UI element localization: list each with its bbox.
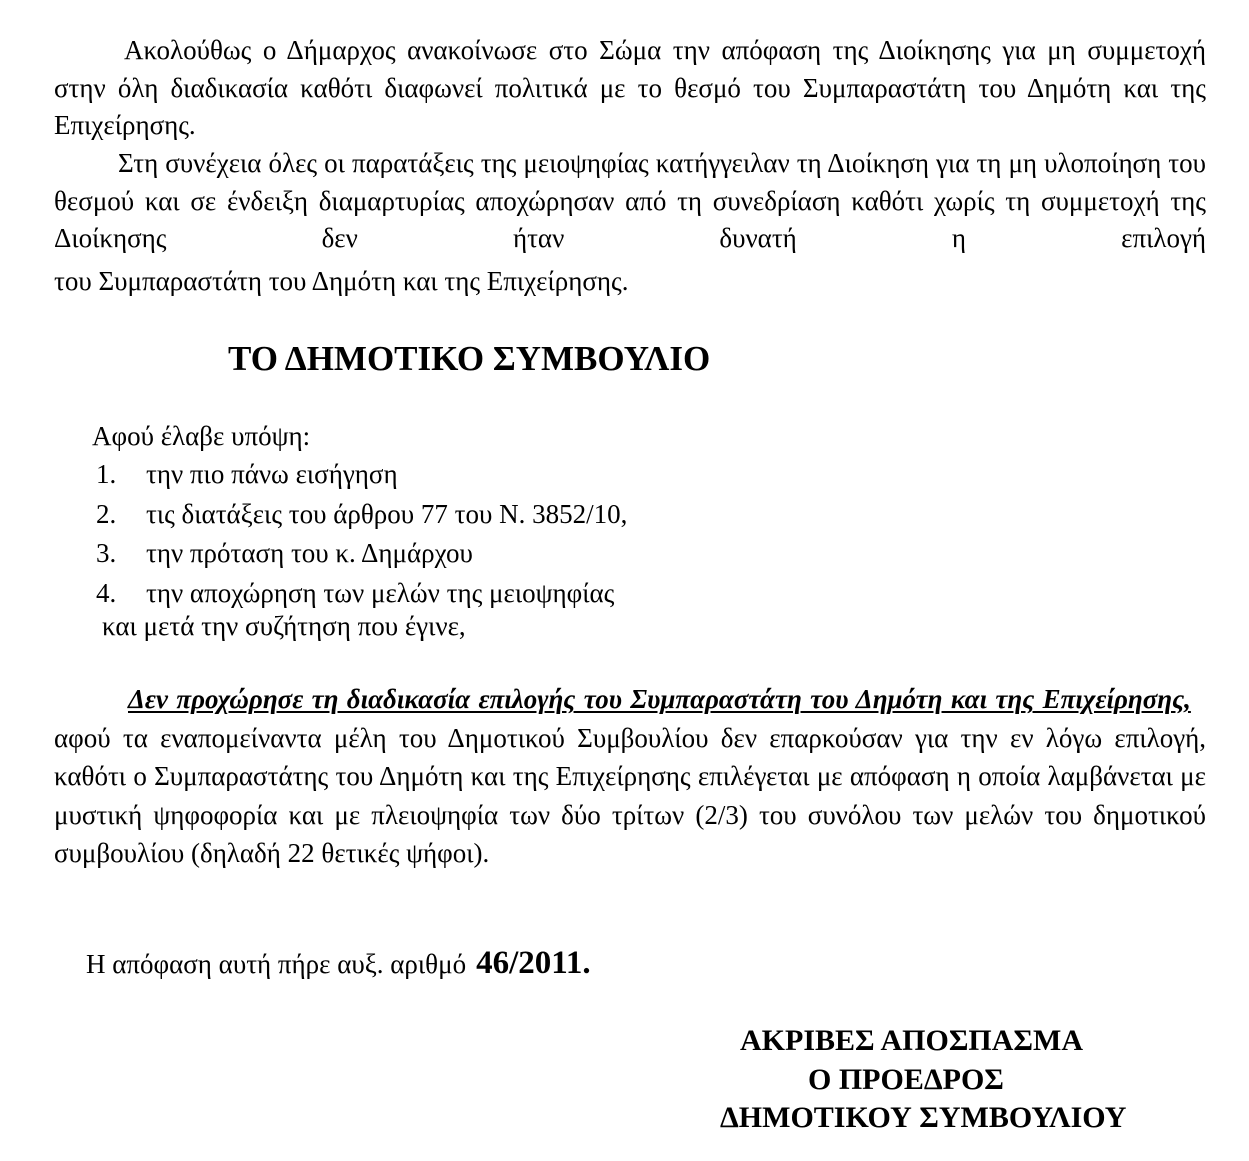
decision-number-label: Η απόφαση αυτή πήρε αυξ. αριθμό xyxy=(86,949,467,979)
list-item-text: την πρόταση του κ. Δημάρχου xyxy=(146,538,473,568)
decision-body: αφού τα εναπομείναντα μέλη του Δημοτικού Συμβουλίου δεν επαρκούσαν για την εν λόγω επιλογή, καθότι ο Συμπαραστάτης του Δημότη και της Επιχείρησης επιλέγεται με απόφαση η οποία λαμβάνεται με μυστική ψηφοφορία και με πλειοψηφία των δύο τρίτων (2/3) του συνόλου των μελών του δημοτικού συμβουλίου (δηλαδή 22 θετικές ψήφοι). xyxy=(54,722,1206,868)
decision-paragraph xyxy=(54,680,1206,873)
signature-line-3: ΔΗΜΟΤΙΚΟΥ ΣΥΜΒΟΥΛΙΟΥ xyxy=(720,1101,1127,1134)
intro-paragraph-2-last-line: του Συμπαραστάτη του Δημότη και της Επιχείρησης. xyxy=(54,266,629,296)
list-item xyxy=(96,534,627,574)
signature-line-1: ΑΚΡΙΒΕΣ ΑΠΟΣΠΑΣΜΑ xyxy=(740,1024,1084,1057)
list-item-number: 3. xyxy=(96,538,117,568)
list-item-number: 1. xyxy=(96,459,117,489)
list-item-text: τις διατάξεις του άρθρου 77 του Ν. 3852/10, xyxy=(146,498,628,529)
after-discussion-text: και μετά την συζήτηση που έγινε, xyxy=(102,611,466,641)
intro-paragraph-2: Στη συνέχεια όλες οι παρατάξεις της μειοψηφίας κατήγγειλαν τη Διοίκηση για τη μη υλοποίηση του θεσμού και σε ένδειξη διαμαρτυρίας αποχώρησαν από τη συνεδρίαση καθότι χωρίς τη συμμετοχή της Διοίκησης δεν ήταν δυνατή η επιλογή xyxy=(54,148,1206,253)
considerations-list xyxy=(96,455,627,613)
list-item-text: την πιο πάνω εισήγηση xyxy=(146,459,398,489)
list-item-text: την αποχώρηση των μελών της μειοψηφίας xyxy=(146,577,615,608)
considering-label: Αφού έλαβε υπόψη: xyxy=(92,421,311,451)
list-item-number: 4. xyxy=(96,577,117,608)
council-heading: ΤΟ ΔΗΜΟΤΙΚΟ ΣΥΜΒΟΥΛΙΟ xyxy=(228,339,711,378)
decision-number-line xyxy=(86,945,591,982)
list-item-number: 2. xyxy=(96,498,117,529)
decision-emphasis: Δεν προχώρησε τη διαδικασία επιλογής του Συμπαραστάτη του Δημότη και της Επιχείρησης, xyxy=(128,684,1191,714)
list-item xyxy=(96,495,627,535)
signature-line-2: Ο ΠΡΟΕΔΡΟΣ xyxy=(808,1063,1004,1096)
list-item xyxy=(96,455,627,495)
decision-number-value: 46/2011. xyxy=(476,945,591,981)
intro-paragraph-1: Ακολούθως ο Δήμαρχος ανακοίνωσε στο Σώμα την απόφαση της Διοίκησης για μη συμμετοχή στην όλη διαδικασία καθότι διαφωνεί πολιτικά με το θεσμό του Συμπαραστάτη του Δημότη και της Επιχείρησης. xyxy=(54,35,1206,140)
